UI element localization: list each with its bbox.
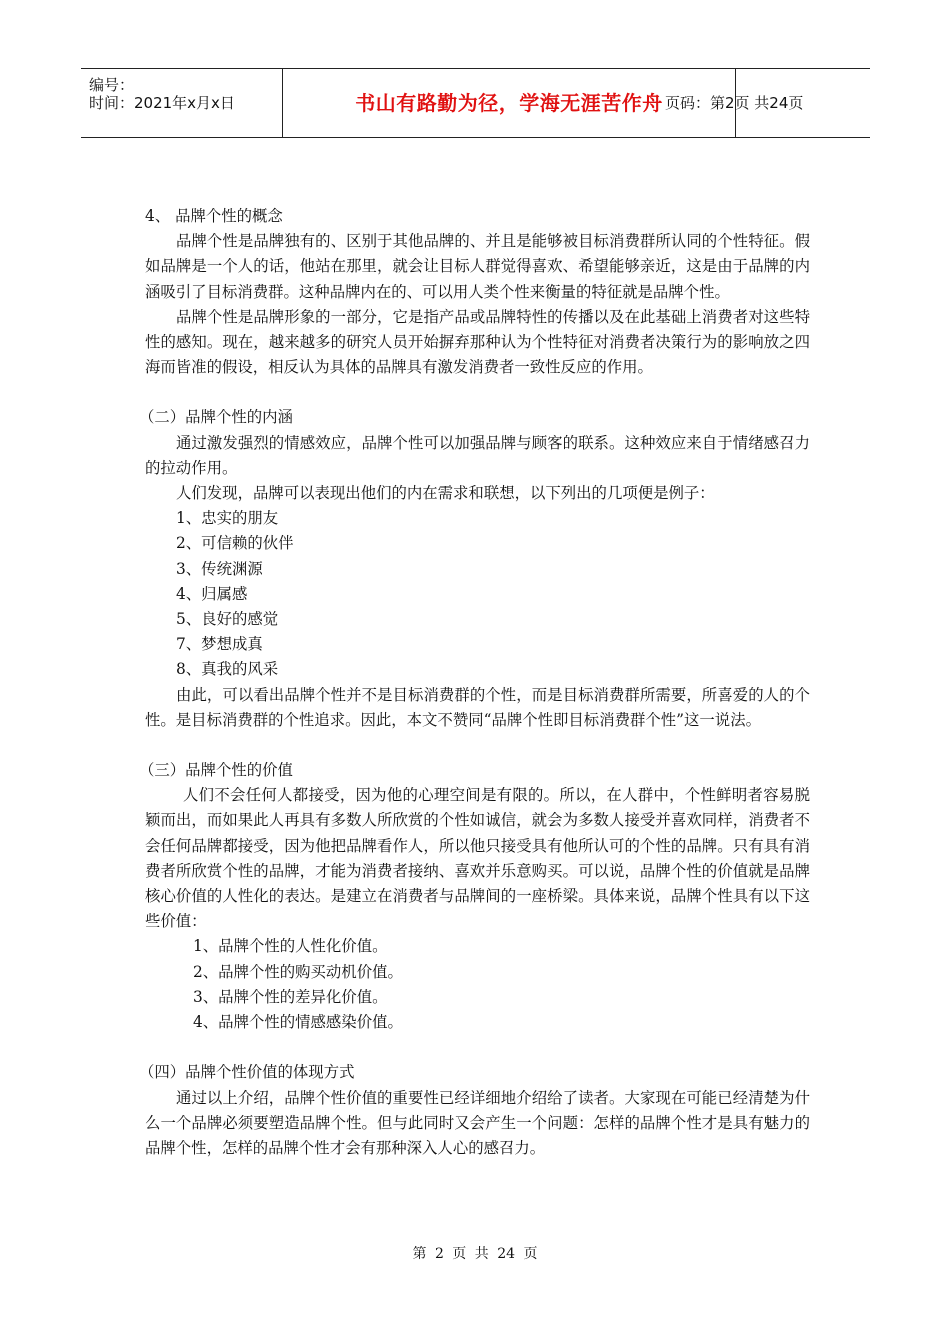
page-footer: 第 2 页 共 24 页 xyxy=(412,1246,538,1262)
page-header xyxy=(81,68,870,138)
list-item: 7、梦想成真 xyxy=(176,635,263,654)
list-item: 2、可信赖的伙伴 xyxy=(176,534,294,553)
section-heading: （二）品牌个性的内涵 xyxy=(139,408,293,427)
document-body xyxy=(139,204,810,1161)
paragraph: 通过以上介绍，品牌个性价值的重要性已经详细地介绍给了读者。大家现在可能已经清楚为什么一个品牌必须要塑造品牌个性。但与此同时又会产生一个问题：怎样的品牌个性才是具有魅力的品牌个性，怎样的品牌个性才会有那种深入人心的感召力。 xyxy=(145,1088,810,1157)
header-page-info: 页码：第2页 共24页 xyxy=(665,94,804,112)
list-item: 1、忠实的朋友 xyxy=(176,509,279,528)
list-item: 4、品牌个性的情感感染价值。 xyxy=(193,1013,403,1032)
header-meta-cell xyxy=(81,69,283,137)
header-motto: 书山有路勤为径，学海无涯苦作舟 xyxy=(283,69,736,137)
list-item: 3、品牌个性的差异化价值。 xyxy=(193,987,388,1006)
section-heading: （三）品牌个性的价值 xyxy=(139,761,293,780)
paragraph: 品牌个性是品牌独有的、区别于其他品牌的、并且是能够被目标消费群所认同的个性特征。假如品牌是一个人的话，他站在那里，就会让目标人群觉得喜欢、希望能够亲近，这是由于品牌的内涵吸引了目标消费群。这种品牌内在的、可以用人类个性来衡量的特征就是品牌个性。 xyxy=(145,232,810,301)
paragraph: 通过激发强烈的情感效应，品牌个性可以加强品牌与顾客的联系。这种效应来自于情绪感召力的拉动作用。 xyxy=(145,433,810,477)
paragraph: 品牌个性是品牌形象的一部分，它是指产品或品牌特性的传播以及在此基础上消费者对这些特性的感知。现在，越来越多的研究人员开始摒弃那种认为个性特征对消费者决策行为的影响放之四海而皆准的假设，相反认为具体的品牌具有激发消费者一致性反应的作用。 xyxy=(145,307,810,377)
section-heading: （四）品牌个性价值的体现方式 xyxy=(139,1063,355,1082)
list-item: 3、传统渊源 xyxy=(176,559,263,578)
paragraph: 由此，可以看出品牌个性并不是目标消费群的个性，而是目标消费群所需要，所喜爱的人的个性。是目标消费群的个性追求。因此，本文不赞同“品牌个性即目标消费群个性”这一说法。 xyxy=(145,685,810,729)
list-item: 1、品牌个性的人性化价值。 xyxy=(193,937,388,956)
section-heading: 4、 品牌个性的概念 xyxy=(145,207,283,225)
time-label: 时间：2021年x月x日 xyxy=(89,94,235,112)
paragraph: 人们发现，品牌可以表现出他们的内在需求和联想，以下列出的几项便是例子： xyxy=(176,484,715,503)
list-item: 8、真我的风采 xyxy=(176,660,279,679)
list-item: 4、归属感 xyxy=(176,584,248,603)
paragraph: 人们不会任何人都接受，因为他的心理空间是有限的。所以，在人群中，个性鲜明者容易脱颖而出，而如果此人再具有多数人所欣赏的个性如诚信，就会为多数人接受并喜欢同样，消费者不会任何品牌都接受，因为他把品牌看作人，所以他只接受具有他所认可的个性的品牌。只有具有消费者所欣赏个性的品牌，才能为消费者接纳、喜欢并乐意购买。可以说，品牌个性的价值就是品牌核心价值的人性化的表达。是建立在消费者与品牌间的一座桥梁。具体来说，品牌个性具有以下这些价值： xyxy=(145,786,810,931)
number-label: 编号： xyxy=(89,76,135,94)
list-item: 5、良好的感觉 xyxy=(176,610,279,629)
list-item: 2、品牌个性的购买动机价值。 xyxy=(193,962,403,981)
